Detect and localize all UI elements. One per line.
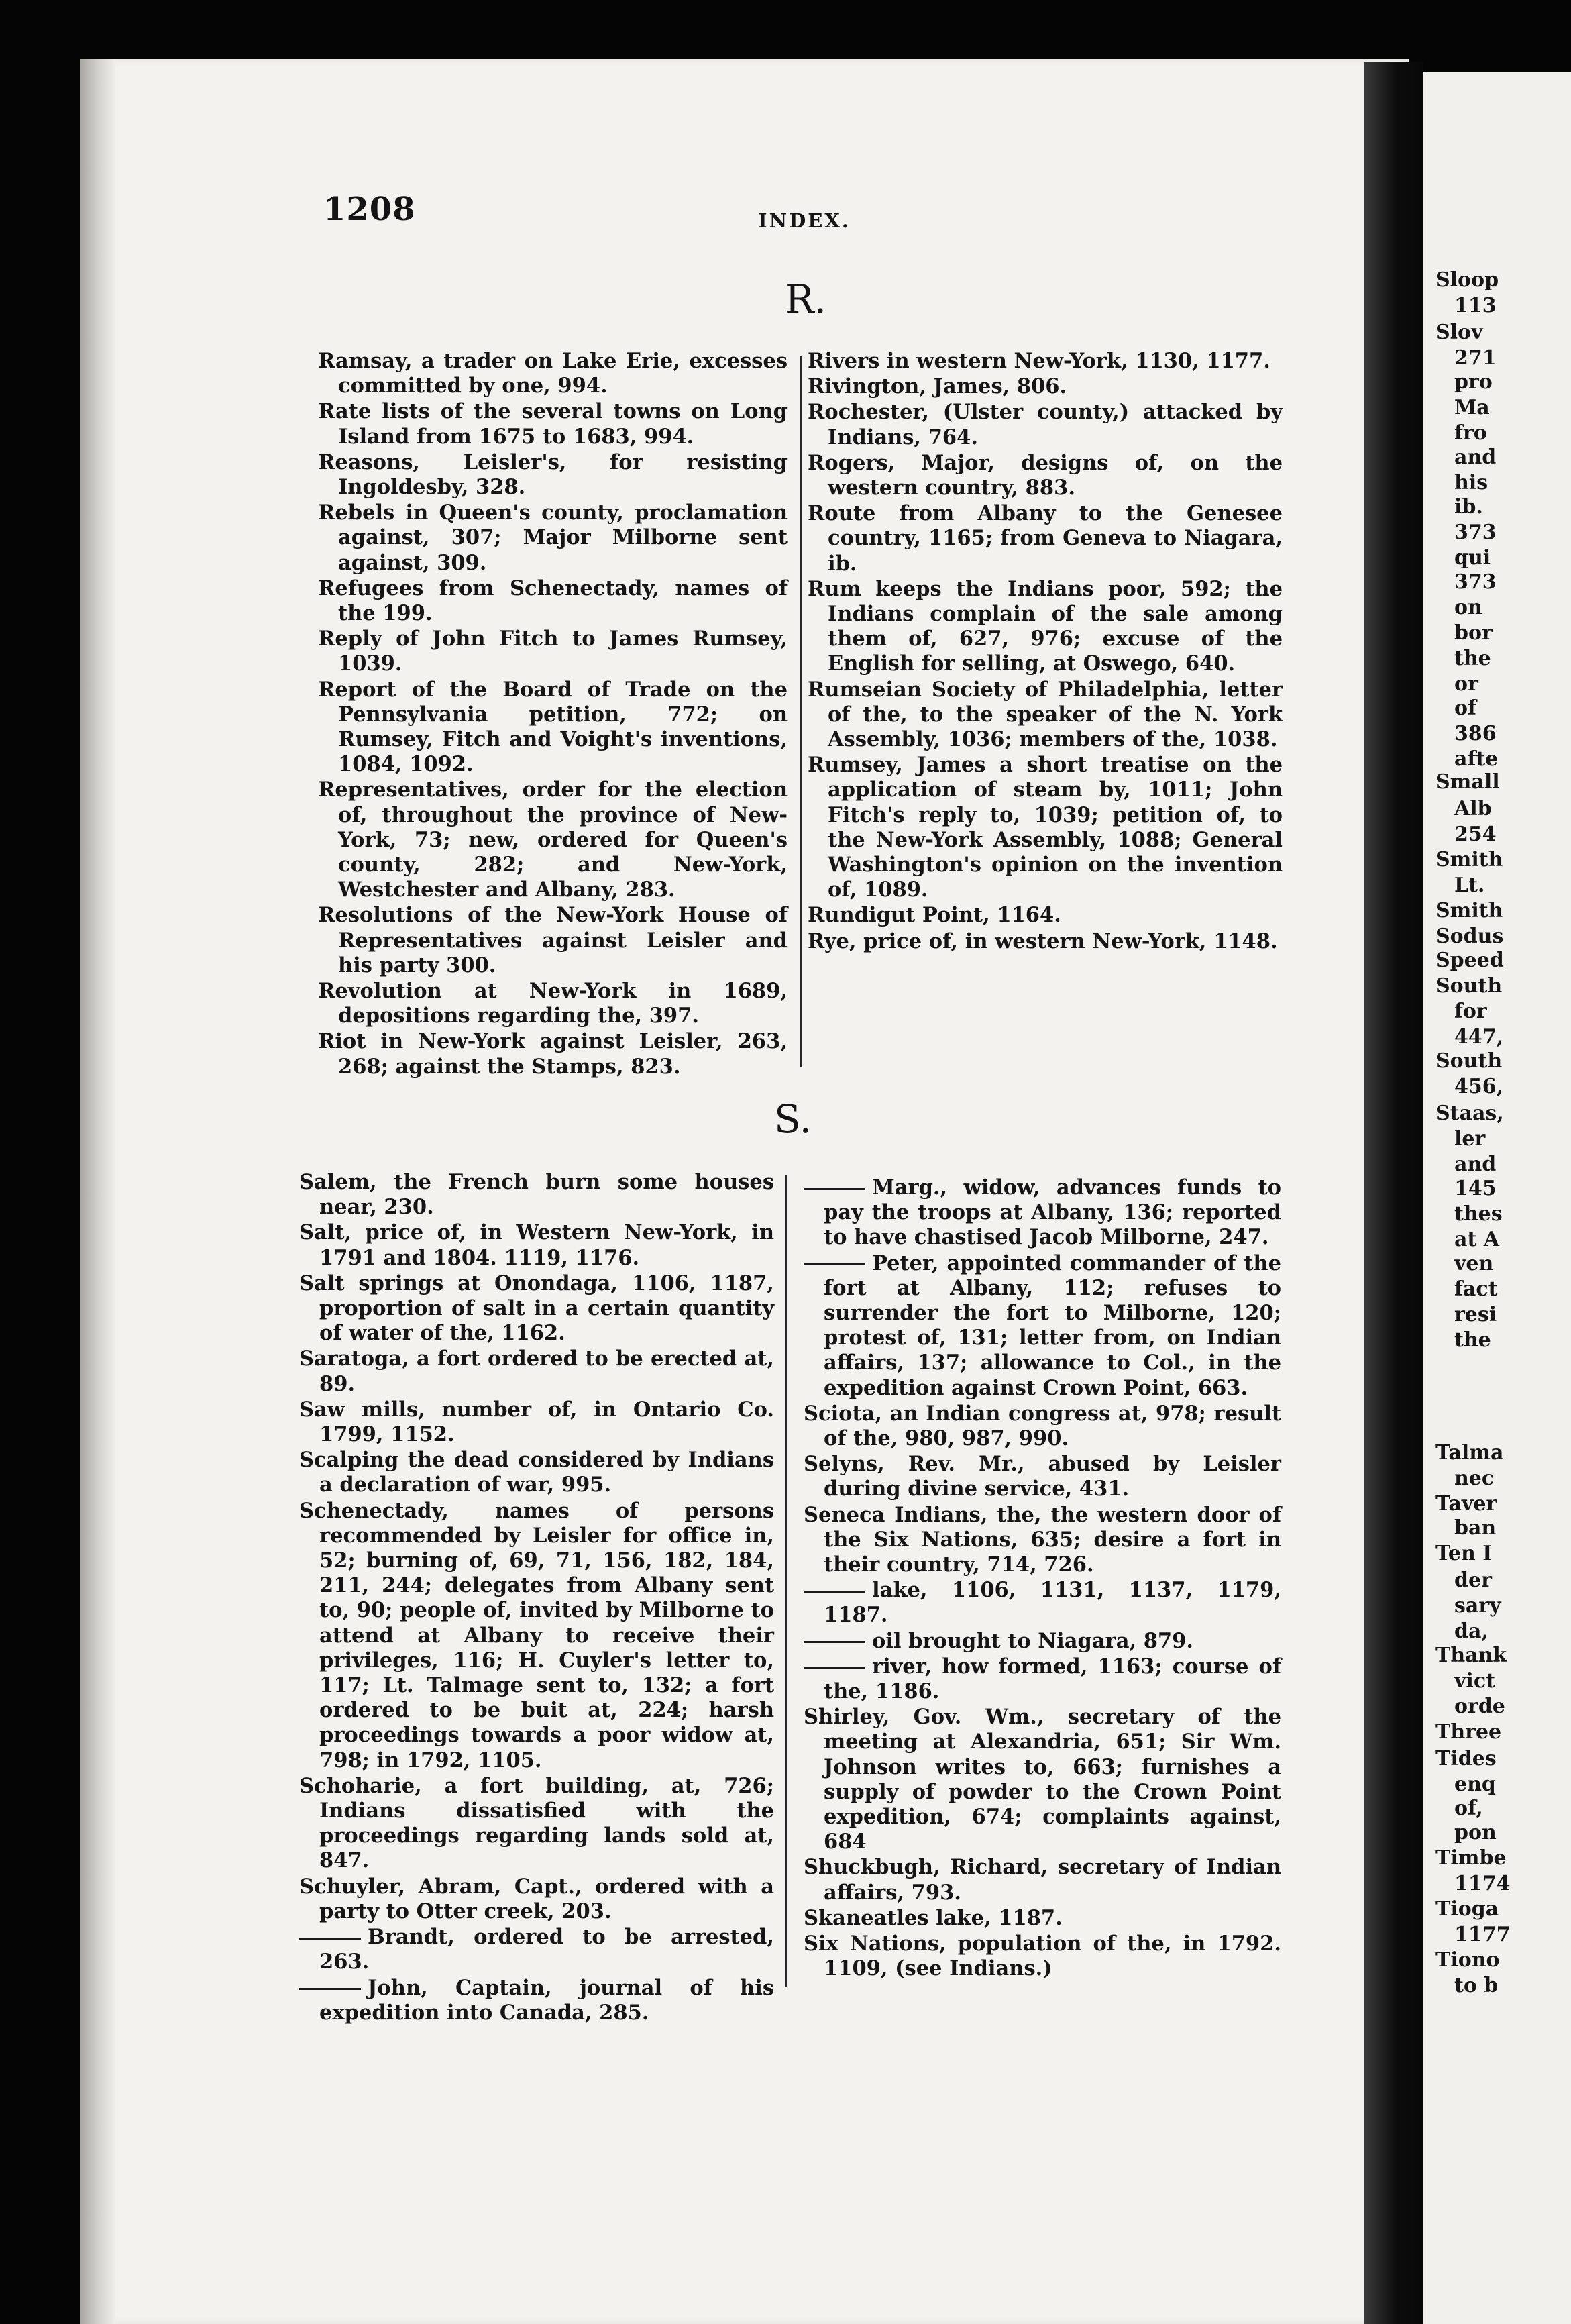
adjacent-page-text: 373 (1454, 521, 1497, 544)
index-entry (318, 678, 788, 778)
adjacent-page-text: Three (1435, 1720, 1502, 1744)
adjacent-page-text: at A (1454, 1228, 1500, 1251)
adjacent-page-text: orde (1454, 1695, 1505, 1718)
adjacent-page-text: 373 (1454, 570, 1497, 594)
ditto-dash (804, 1667, 865, 1669)
adjacent-page-text: pro (1454, 370, 1493, 394)
index-entry (299, 1448, 774, 1497)
index-entry (808, 451, 1283, 500)
adjacent-page-text: South (1435, 1049, 1503, 1073)
adjacent-page-text: vict (1454, 1669, 1495, 1693)
adjacent-page-text: Tioga (1435, 1897, 1499, 1921)
index-entry-text: Rivers in western New-York, 1130, 1177. (808, 349, 1270, 373)
adjacent-page-fragment (1423, 72, 1571, 2324)
index-entry (299, 1874, 774, 1924)
adjacent-page-text: to b (1454, 1974, 1499, 1997)
adjacent-page-text: pon (1454, 1821, 1497, 1844)
adjacent-page-text: 1177 (1454, 1923, 1511, 1946)
index-entry (299, 1499, 774, 1773)
adjacent-page-text: Tiono (1435, 1948, 1500, 1972)
adjacent-page-text: Lt. (1454, 874, 1485, 897)
index-entry (299, 1220, 774, 1270)
index-entry (299, 1170, 774, 1220)
index-entry (299, 1774, 774, 1874)
index-entry-text: John, Captain, journal of his expedition into Canada, 285. (319, 1975, 774, 2025)
section-letter-r: R. (785, 276, 827, 322)
index-entry-text: Shirley, Gov. Wm., secretary of the meeting at Alexandria, 651; Sir Wm. Johnson writes to, 663; furnishes a supply of powder to the Crown Point expedition, 674; complaints against, 684 (804, 1705, 1281, 1854)
index-column-s-left (299, 1170, 774, 2026)
index-entry (318, 627, 788, 676)
adjacent-page-text: afte (1454, 747, 1499, 771)
adjacent-page-text: the (1454, 1328, 1491, 1352)
adjacent-page-text: Slov (1435, 321, 1483, 344)
adjacent-page-text: Staas, (1435, 1102, 1504, 1125)
adjacent-page-text: and (1454, 445, 1497, 469)
adjacent-page-text: bor (1454, 621, 1493, 645)
adjacent-page-text: Taver (1435, 1492, 1497, 1516)
index-entry-text: Saw mills, number of, in Ontario Co. 1799, 1152. (299, 1397, 774, 1447)
adjacent-page-text: Ten I (1435, 1542, 1493, 1565)
index-entry (804, 1402, 1281, 1451)
index-entry-text: Sciota, an Indian congress at, 978; result of the, 980, 987, 990. (804, 1401, 1281, 1451)
index-entry-text: Rundigut Point, 1164. (808, 903, 1061, 928)
adjacent-page-text: Smith (1435, 848, 1503, 872)
index-entry (299, 1925, 774, 1974)
index-entry-text: Salt, price of, in Western New-York, in 1791 and 1804. 1119, 1176. (299, 1220, 774, 1270)
index-entry-text: Salem, the French burn some houses near, 230. (299, 1170, 774, 1220)
index-entry-text: Rivington, James, 806. (808, 374, 1067, 399)
index-entry (808, 374, 1283, 399)
adjacent-page-text: for (1454, 1000, 1487, 1023)
index-entry-text: Ramsay, a trader on Lake Erie, excesses committed by one, 994. (318, 349, 788, 399)
index-entry (804, 1629, 1281, 1654)
index-entry (808, 929, 1283, 954)
adjacent-page-text: da, (1454, 1620, 1488, 1643)
index-entry-text: Rebels in Queen's county, proclamation against, 307; Major Milborne sent against, 309. (318, 500, 788, 575)
adjacent-page-text: nec (1454, 1467, 1495, 1490)
index-entry-text: Schuyler, Abram, Capt., ordered with a party to Otter creek, 203. (299, 1874, 774, 1923)
index-entry-text: Rogers, Major, designs of, on the western country, 883. (808, 450, 1283, 500)
index-entry-text: Skaneatles lake, 1187. (804, 1905, 1063, 1930)
index-entry-text: Schenectady, names of persons recommended by Leisler for office in, 52; burning of, 69, 71, 156, 182, 184, 211, 244; delegates from Albany sent to, 90; people of, invited by Milborne to attend at Albany to receive their privileges, 116; H. Cuyler's letter to, 117; Lt. Talmage sent to, 132; a fort ordered to be buit at, 224; harsh proceedings towards a poor widow at, 798; in 1792, 1105. (299, 1498, 774, 1773)
index-entry (318, 349, 788, 399)
ditto-dash (804, 1641, 865, 1643)
running-head: INDEX. (758, 209, 851, 232)
index-entry (804, 1932, 1281, 1981)
index-entry-text: Salt springs at Onondaga, 1106, 1187, proportion of salt in a certain quantity of water of the, 1162. (299, 1271, 774, 1346)
index-entry-text: oil brought to Niagara, 879. (872, 1628, 1193, 1653)
index-entry-text: Resolutions of the New-York House of Representatives against Leisler and his party 300. (318, 903, 788, 978)
index-entry (804, 1906, 1281, 1931)
index-entry-text: Route from Albany to the Genesee country, 1165; from Geneva to Niagara, ib. (808, 501, 1283, 576)
adjacent-page-text: the (1454, 647, 1491, 670)
index-entry (299, 1346, 774, 1396)
index-entry (318, 576, 788, 626)
adjacent-page-text: sary (1454, 1594, 1501, 1618)
adjacent-page-text: and (1454, 1153, 1497, 1176)
adjacent-page-text: Thank (1435, 1644, 1507, 1667)
adjacent-page-text: Talma (1435, 1441, 1504, 1465)
adjacent-page-text: Sloop (1435, 268, 1499, 292)
index-entry-text: Selyns, Rev. Mr., abused by Leisler during divine service, 431. (804, 1452, 1281, 1501)
adjacent-page-text: 271 (1454, 346, 1497, 370)
adjacent-page-text: resi (1454, 1303, 1497, 1326)
index-entry (804, 1578, 1281, 1628)
adjacent-page-text: der (1454, 1569, 1492, 1592)
index-entry-text: Rochester, (Ulster county,) attacked by Indians, 764. (808, 400, 1283, 450)
index-entry-text: river, how formed, 1163; course of the, 1186. (824, 1654, 1281, 1704)
index-entry (808, 349, 1283, 374)
adjacent-page-text: ib. (1454, 495, 1483, 519)
ditto-dash (299, 1938, 361, 1940)
adjacent-page-text: 254 (1454, 823, 1497, 846)
index-entry-text: Rate lists of the several towns on Long Island from 1675 to 1683, 994. (318, 399, 788, 449)
index-entry (808, 577, 1283, 677)
index-entry (318, 979, 788, 1028)
index-entry-text: Brandt, ordered to be arrested, 263. (319, 1925, 774, 1974)
adjacent-page-text: Alb (1454, 797, 1492, 821)
index-entry-text: Revolution at New-York in 1689, depositions regarding the, 397. (318, 979, 788, 1028)
adjacent-page-text: 1174 (1454, 1872, 1511, 1895)
adjacent-page-text: on (1454, 596, 1482, 619)
adjacent-page-text: Sodus (1435, 925, 1504, 948)
adjacent-page-text: 456, (1454, 1075, 1504, 1098)
index-entry (318, 903, 788, 978)
index-entry (804, 1705, 1281, 1854)
index-entry-text: Shuckbugh, Richard, secretary of Indian affairs, 793. (804, 1855, 1281, 1905)
adjacent-page-text: 113 (1454, 294, 1497, 317)
index-entry (804, 1654, 1281, 1704)
adjacent-page-text: fro (1454, 421, 1487, 445)
index-entry-text: Seneca Indians, the, the western door of the Six Nations, 635; desire a fort in their country, 714, 726. (804, 1502, 1281, 1577)
index-entry (299, 1976, 774, 2025)
ditto-dash (804, 1188, 865, 1190)
adjacent-page-text: 386 (1454, 722, 1497, 745)
adjacent-page-text: fact (1454, 1277, 1498, 1301)
index-entry-text: Peter, appointed commander of the fort at Albany, 112; refuses to surrender the fort to Milborne, 120; protest of, 131; letter from, on Indian affairs, 137; allowance to Col., in the expedition against Crown Point, 663. (824, 1251, 1281, 1400)
adjacent-page-text: ven (1454, 1252, 1494, 1275)
index-entry-text: Rum keeps the Indians poor, 592; the Indians complain of the sale among them of, 627, 976; excuse of the English for selling, at Oswego, 640. (808, 576, 1283, 676)
index-entry (804, 1175, 1281, 1251)
index-entry (318, 778, 788, 902)
adjacent-page-text: Smith (1435, 899, 1503, 922)
index-entry-text: Marg., widow, advances funds to pay the troops at Albany, 136; reported to have chastised Jacob Milborne, 247. (824, 1175, 1281, 1250)
index-entry (318, 1029, 788, 1079)
adjacent-page-text: of, (1454, 1797, 1483, 1820)
adjacent-page-text: ler (1454, 1127, 1486, 1151)
index-entry (808, 753, 1283, 902)
adjacent-page-text: ban (1454, 1516, 1497, 1540)
index-entry (299, 1271, 774, 1346)
index-entry (804, 1452, 1281, 1501)
column-rule-s (785, 1175, 787, 1987)
adjacent-page-text: South (1435, 974, 1503, 998)
index-entry-text: Six Nations, population of the, in 1792. 1109, (see Indians.) (804, 1932, 1281, 1981)
index-entry-text: Reply of John Fitch to James Rumsey, 1039. (318, 627, 788, 676)
index-entry (804, 1855, 1281, 1905)
index-entry (299, 1397, 774, 1447)
index-entry-text: Reasons, Leisler's, for resisting Ingoldesby, 328. (318, 450, 788, 500)
adjacent-page-text: Speed (1435, 949, 1504, 972)
adjacent-page-text: qui (1454, 546, 1491, 570)
index-entry-text: Rye, price of, in western New-York, 1148. (808, 929, 1278, 953)
index-entry-text: Rumsey, James a short treatise on the application of steam by, 1011; John Fitch's reply to, 1039; petition of, to the New-York Assembly, 1088; General Washington's opinion on the invention of, 1089. (808, 753, 1283, 902)
index-column-r-left (318, 349, 788, 1080)
index-entry-text: Report of the Board of Trade on the Pennsylvania petition, 772; on Rumsey, Fitch and Voight's inventions, 1084, 1092. (318, 677, 788, 777)
index-entry (318, 500, 788, 576)
index-entry (318, 450, 788, 500)
adjacent-page-text: Tides (1435, 1747, 1497, 1771)
adjacent-page-text: 145 (1454, 1177, 1497, 1200)
book-gutter (1364, 62, 1423, 2324)
column-rule-r (800, 356, 802, 1067)
index-entry (808, 678, 1283, 753)
index-column-r-right (808, 349, 1283, 955)
index-entry-text: Refugees from Schenectady, names of the 199. (318, 576, 788, 626)
index-entry (804, 1251, 1281, 1401)
index-entry (808, 400, 1283, 450)
index-entry-text: Scalping the dead considered by Indians a declaration of war, 995. (299, 1448, 774, 1497)
index-column-s-right (804, 1175, 1281, 1983)
index-entry (808, 501, 1283, 576)
adjacent-page-text: of (1454, 696, 1476, 720)
adjacent-page-text: thes (1454, 1202, 1503, 1226)
page-number: 1208 (323, 191, 416, 228)
index-entry-text: Schoharie, a fort building, at, 726; Indians dissatisfied with the proceedings regarding lands sold at, 847. (299, 1773, 774, 1873)
adjacent-page-text: 447, (1454, 1025, 1504, 1049)
index-entry (808, 903, 1283, 928)
section-letter-s: S. (774, 1096, 812, 1142)
adjacent-page-text: Timbe (1435, 1846, 1507, 1870)
index-entry-text: Saratoga, a fort ordered to be erected at, 89. (299, 1346, 774, 1396)
adjacent-page-text: or (1454, 672, 1478, 696)
ditto-dash (804, 1263, 865, 1265)
adjacent-page-text: his (1454, 471, 1488, 494)
index-entry-text: Riot in New-York against Leisler, 263, 268; against the Stamps, 823. (318, 1029, 788, 1079)
ditto-dash (299, 1988, 361, 1990)
adjacent-page-text: Small (1435, 770, 1500, 794)
adjacent-page-text: Ma (1454, 396, 1490, 419)
ditto-dash (804, 1591, 865, 1593)
index-entry (804, 1503, 1281, 1578)
index-entry-text: Rumseian Society of Philadelphia, letter of the, to the speaker of the N. York Assembly, 1036; members of the, 1038. (808, 677, 1283, 752)
index-entry (318, 399, 788, 449)
adjacent-page-text: enq (1454, 1773, 1496, 1796)
index-entry-text: lake, 1106, 1131, 1137, 1179, 1187. (824, 1578, 1281, 1628)
index-entry-text: Representatives, order for the election of, throughout the province of New-York, 73; new, ordered for Queen's county, 282; and New-York, Westchester and Albany, 283. (318, 778, 788, 902)
